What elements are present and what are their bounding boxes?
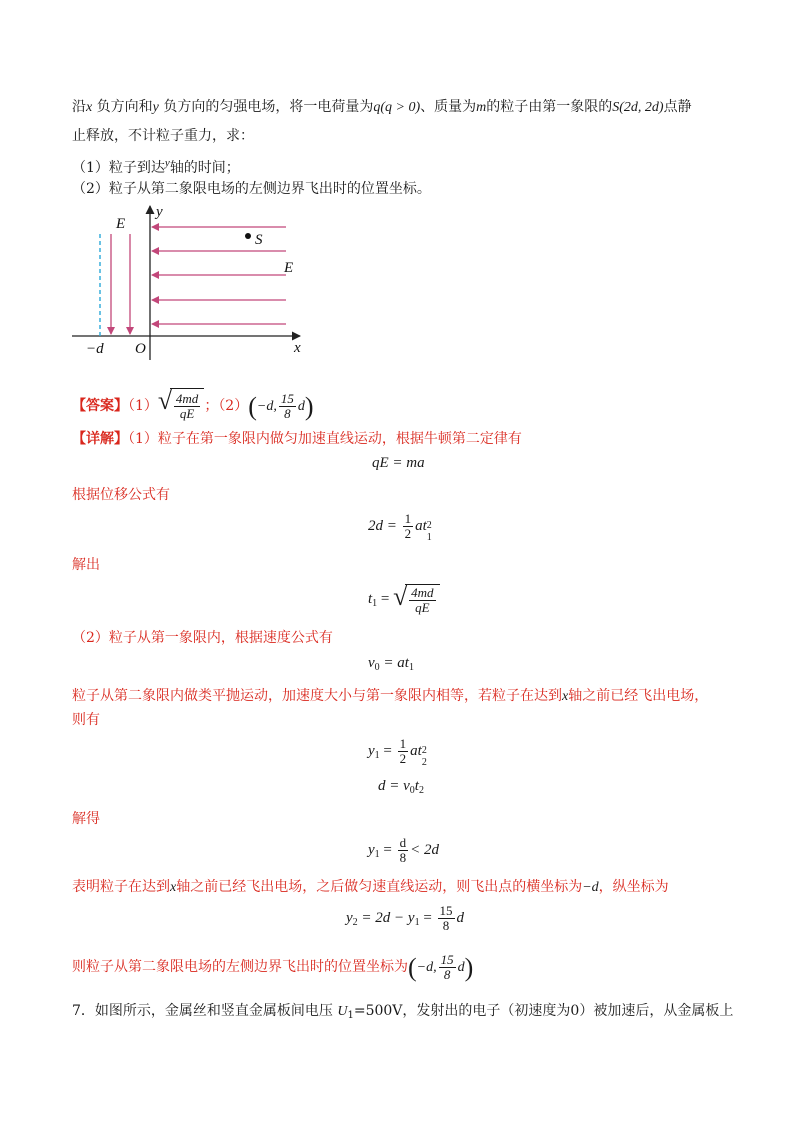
detail-line-3: 解出 (72, 557, 100, 573)
text: 轴的时间； (169, 160, 240, 176)
math: qE = ma (372, 455, 425, 471)
text: ； (204, 398, 219, 414)
frac-numerator: 15 (280, 391, 294, 407)
text: 轴之前已经飞出电场，之后做匀速直线运动，则飞出点的横坐标为 (176, 879, 583, 895)
label-E-right: E (284, 260, 294, 276)
problem-line-2: 止释放，不计粒子重力，求： (72, 128, 254, 144)
math-x: x (170, 880, 177, 895)
problem-line-1 (72, 96, 692, 119)
frac-denominator: 2 (404, 526, 412, 541)
math: at (415, 517, 427, 534)
frac-numerator: 4md (411, 585, 434, 600)
detail-line-8 (72, 876, 669, 899)
math-q: q(q > 0) (373, 100, 421, 115)
question-2: （2）粒子从第二象限电场的左侧边界飞出时的位置坐标。 (72, 181, 431, 197)
frac-denominator: 2 (399, 751, 407, 766)
frac-denominator: 8 (284, 406, 291, 422)
subscript: 2 (352, 916, 358, 928)
text: = (419, 909, 432, 926)
next-problem-line (72, 1000, 733, 1027)
equation-1 (372, 455, 425, 472)
math: < 2d (410, 841, 440, 858)
answer-label: 【答案】 (72, 398, 128, 414)
equation-7 (368, 836, 439, 865)
superscript: 2 (421, 744, 427, 756)
text: （1）粒子在第一象限内做匀加速直线运动，根据牛顿第二定律有 (128, 431, 522, 447)
text: d (297, 399, 305, 414)
label-y: y (156, 204, 163, 220)
math: v (368, 655, 375, 671)
subscript: 0 (374, 662, 380, 673)
subscript: 1 (374, 749, 380, 761)
math: t (368, 590, 373, 607)
answer-line (72, 388, 314, 424)
text: = (379, 841, 392, 858)
text: 负方向的匀强电场，将一电荷量为 (158, 99, 374, 115)
detail-line-5 (72, 685, 708, 708)
math: = at (379, 655, 409, 671)
text: 、质量为 (420, 99, 477, 115)
subscript: 2 (418, 785, 424, 796)
text: = (377, 590, 390, 607)
text: （1）粒子到达 (72, 160, 165, 176)
text: 则粒子从第二象限电场的左侧边界飞出时的位置坐标为 (72, 959, 408, 975)
math-minus-d: −d (582, 880, 599, 895)
frac-numerator: 15 (440, 952, 454, 968)
sqrt: √ $\frac{4md}{qE}$ (393, 584, 439, 615)
detail-label: 【详解】 (72, 431, 128, 447)
text: （1） (128, 398, 158, 414)
detail-line-9 (72, 950, 473, 985)
math-m: m (476, 100, 487, 115)
label-E-left: E (116, 216, 126, 232)
math: y (346, 909, 353, 926)
detail-line-7: 解得 (72, 811, 100, 827)
text: −d, (416, 960, 437, 975)
question-1 (72, 152, 240, 179)
text: 的粒子由第一象限的 (486, 99, 613, 115)
frac-numerator: d (399, 835, 407, 850)
text: 点静 (663, 99, 692, 115)
text: ，纵坐标为 (598, 879, 669, 895)
equation-3 (368, 584, 440, 615)
text: 粒子从第二象限内做类平抛运动，加速度大小与第一象限内相等，若粒子在达到 (72, 688, 562, 704)
superscript: 2 (426, 519, 432, 531)
subscript: 1 (426, 531, 432, 543)
equation-4 (368, 655, 414, 673)
math: d (456, 909, 465, 926)
equation-2 (368, 512, 435, 541)
frac-numerator: 1 (399, 736, 407, 751)
math: y (368, 841, 375, 858)
equation-6 (378, 778, 424, 796)
detail-line-2: 根据位移公式有 (72, 487, 170, 503)
text: = (379, 742, 392, 759)
frac-numerator: 15 (439, 903, 453, 918)
text: =500V，发射出的电子（初速度为0）被加速后，从金属板上 (353, 1003, 734, 1019)
subscript: 1 (347, 1010, 354, 1021)
math-y: y (152, 100, 159, 115)
math: at (410, 742, 422, 759)
label-S: S (255, 232, 263, 248)
text: 负方向和 (92, 99, 153, 115)
text: 轴之前已经飞出电场， (568, 688, 709, 704)
label-O: O (135, 341, 146, 357)
math: = 2d − y (357, 909, 415, 926)
equation-5 (368, 737, 430, 766)
label-x: x (294, 340, 301, 356)
subscript: 1 (372, 597, 378, 609)
math-x: x (562, 689, 569, 704)
point-S (245, 233, 251, 239)
text: 沿 (72, 99, 86, 115)
math: y (368, 742, 375, 759)
text: （2） (218, 398, 249, 414)
math-U: U (337, 1004, 348, 1019)
frac-numerator: 1 (404, 511, 412, 526)
subscript: 2 (421, 756, 427, 768)
subscript: 1 (408, 662, 414, 673)
frac-denominator: 8 (442, 918, 450, 933)
answer-1-sqrt: √ $\frac{4md}{qE}$ (158, 388, 204, 424)
frac-denominator: 8 (399, 850, 407, 865)
frac-numerator: 4md (175, 391, 199, 407)
math-x: x (86, 100, 93, 115)
subscript: 1 (414, 916, 420, 928)
math: 2d = (368, 517, 397, 534)
math-y: y (164, 157, 170, 169)
detail-line-4: （2）粒子从第一象限内，根据速度公式有 (72, 630, 333, 646)
detail-line-1 (72, 428, 522, 450)
equation-8 (346, 904, 464, 933)
frac-denominator: 8 (443, 967, 451, 983)
text: 表明粒子在达到 (72, 879, 170, 895)
text: 7．如图所示，金属丝和竖直金属板间电压 (72, 1003, 338, 1019)
field-diagram (72, 200, 312, 360)
frac-denominator: qE (415, 600, 430, 615)
label-minus-d: −d (86, 341, 104, 357)
math: d = v (378, 778, 410, 794)
frac-denominator: qE (179, 406, 195, 422)
text: −d, (256, 399, 277, 414)
text: d (457, 960, 465, 975)
math-S: S(2d, 2d) (612, 100, 664, 115)
detail-line-6: 则有 (72, 712, 100, 728)
subscript: 1 (374, 848, 380, 860)
final-coord: (−d, $\frac{15}{8}$ d) (408, 952, 474, 983)
answer-2-coord: (−d, $\frac{15}{8}$ d) (248, 391, 314, 422)
subscript: 0 (409, 785, 415, 796)
math: t (414, 778, 419, 794)
